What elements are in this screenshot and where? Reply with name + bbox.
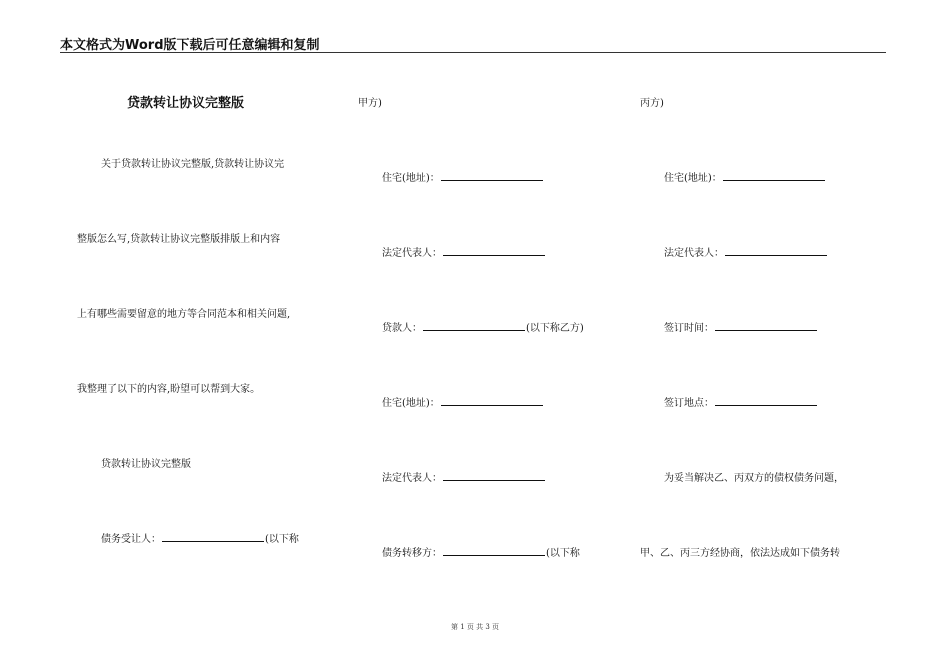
- lender-suffix: (以下称乙方): [526, 323, 584, 334]
- sign-time-blank: [715, 320, 817, 331]
- sign-time-field: [664, 319, 818, 334]
- debt-assignee-suffix: (以下称: [265, 534, 299, 545]
- intro-line-2: 整版怎么写,贷款转让协议完整版排版上和内容: [77, 234, 281, 245]
- debt-assignee-blank: [162, 531, 264, 542]
- legal-rep-field-3: [664, 244, 828, 259]
- residence-field-1: [382, 169, 544, 184]
- legal-rep-blank-1: [443, 245, 545, 256]
- lender-field: [382, 319, 584, 334]
- residence-blank-2: [441, 395, 543, 406]
- debt-assignee-field: [101, 530, 299, 545]
- section-subtitle: 贷款转让协议完整版: [101, 459, 191, 470]
- header-text: 本文格式为Word版下载后可任意编辑和复制: [60, 38, 320, 53]
- legal-rep-blank-2: [443, 470, 545, 481]
- page-number: 第 1 页 共 3 页: [450, 623, 500, 631]
- party-a-label: 甲方): [358, 98, 382, 109]
- agreement-body-line-2: 甲、乙、丙三方经协商，依法达成如下债务转: [640, 548, 840, 559]
- sign-place-label: 签订地点：: [664, 398, 714, 409]
- residence-field-2: [382, 394, 544, 409]
- residence-label-3: 住宅(地址)：: [664, 173, 722, 184]
- residence-label-2: 住宅(地址)：: [382, 398, 440, 409]
- agreement-body-line-1: 为妥当解决乙、丙双方的债权债务问题，: [664, 473, 844, 484]
- document-title: 贷款转让协议完整版: [127, 96, 245, 111]
- document-header: [60, 34, 886, 53]
- party-c-label: 丙方): [640, 98, 664, 109]
- sign-place-field: [664, 394, 818, 409]
- legal-rep-field-1: [382, 244, 546, 259]
- legal-rep-label-1: 法定代表人：: [382, 248, 442, 259]
- debt-transferor-suffix: (以下称: [546, 548, 580, 559]
- intro-line-1: 关于贷款转让协议完整版,贷款转让协议完: [101, 159, 285, 170]
- lender-blank: [423, 320, 525, 331]
- legal-rep-blank-3: [725, 245, 827, 256]
- lender-label: 贷款人：: [382, 323, 422, 334]
- legal-rep-field-2: [382, 469, 546, 484]
- sign-place-blank: [715, 395, 817, 406]
- legal-rep-label-3: 法定代表人：: [664, 248, 724, 259]
- legal-rep-label-2: 法定代表人：: [382, 473, 442, 484]
- residence-field-3: [664, 169, 826, 184]
- residence-label-1: 住宅(地址)：: [382, 173, 440, 184]
- debt-assignee-label: 债务受让人：: [101, 534, 161, 545]
- debt-transferor-label: 债务转移方：: [382, 548, 442, 559]
- debt-transferor-blank: [443, 545, 545, 556]
- residence-blank-1: [441, 170, 543, 181]
- debt-transferor-field: [382, 544, 580, 559]
- intro-line-4: 我整理了以下的内容,盼望可以帮到大家。: [77, 384, 261, 395]
- residence-blank-3: [723, 170, 825, 181]
- sign-time-label: 签订时间：: [664, 323, 714, 334]
- intro-line-3: 上有哪些需要留意的地方等合同范本和相关问题,: [77, 309, 291, 320]
